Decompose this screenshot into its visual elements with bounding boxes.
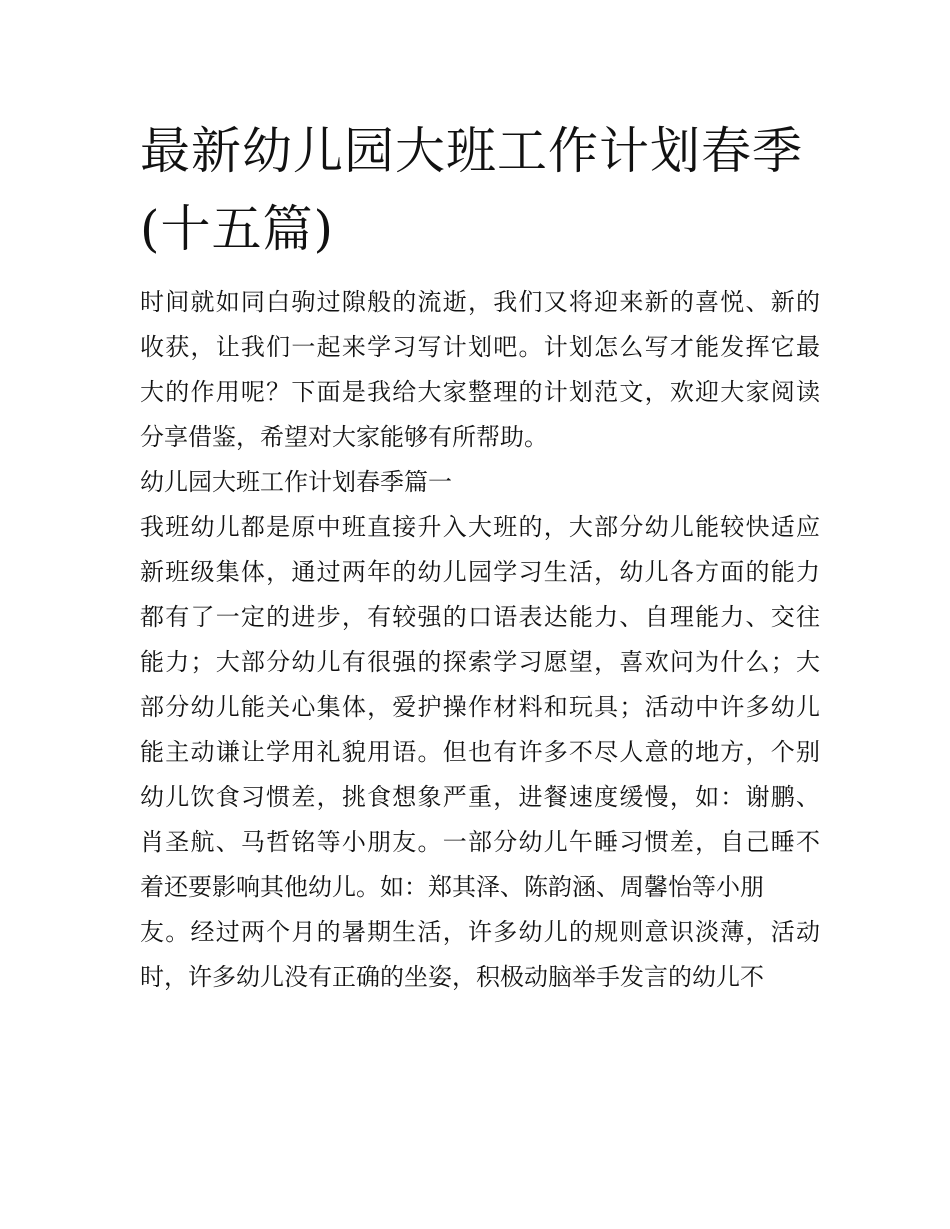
document-body: [140, 280, 820, 1000]
intro-paragraph: [140, 280, 820, 460]
text-line: 着还要影响其他幼儿。如：郑其泽、陈韵涵、周馨怡等小朋: [140, 873, 764, 901]
page-title: [140, 112, 820, 268]
text-line: 新班级集体，通过两年的幼儿园学习生活，幼儿各方面的能力: [140, 558, 820, 586]
text-line: 肖圣航、马哲铭等小朋友。一部分幼儿午睡习惯差，自己睡不: [140, 828, 820, 856]
title-line: (十五篇): [140, 200, 335, 258]
text-line: 收获，让我们一起来学习写计划吧。计划怎么写才能发挥它最: [140, 333, 820, 361]
text-line: 幼儿饮食习惯差，挑食想象严重，进餐速度缓慢，如：谢鹏、: [140, 783, 820, 811]
text-line: 能力；大部分幼儿有很强的探索学习愿望，喜欢问为什么；大: [140, 648, 820, 676]
text-line: 能主动谦让学用礼貌用语。但也有许多不尽人意的地方，个别: [140, 738, 820, 766]
section-paragraph: [140, 505, 820, 1000]
text-line: 我班幼儿都是原中班直接升入大班的，大部分幼儿能较快适应: [140, 513, 820, 541]
title-line: 最新幼儿园大班工作计划春季: [140, 122, 803, 180]
text-line: 友。经过两个月的暑期生活，许多幼儿的规则意识淡薄，活动: [140, 918, 820, 946]
text-line: 时，许多幼儿没有正确的坐姿，积极动脑举手发言的幼儿不: [140, 963, 764, 991]
text-line: 分享借鉴，希望对大家能够有所帮助。: [140, 423, 548, 451]
text-line: 部分幼儿能关心集体，爱护操作材料和玩具；活动中许多幼儿: [140, 693, 820, 721]
section-heading: 幼儿园大班工作计划春季篇一: [140, 468, 452, 496]
text-line: 大的作用呢？下面是我给大家整理的计划范文，欢迎大家阅读: [140, 378, 820, 406]
text-line: 时间就如同白驹过隙般的流逝，我们又将迎来新的喜悦、新的: [140, 288, 820, 316]
text-line: 都有了一定的进步，有较强的口语表达能力、自理能力、交往: [140, 603, 820, 631]
